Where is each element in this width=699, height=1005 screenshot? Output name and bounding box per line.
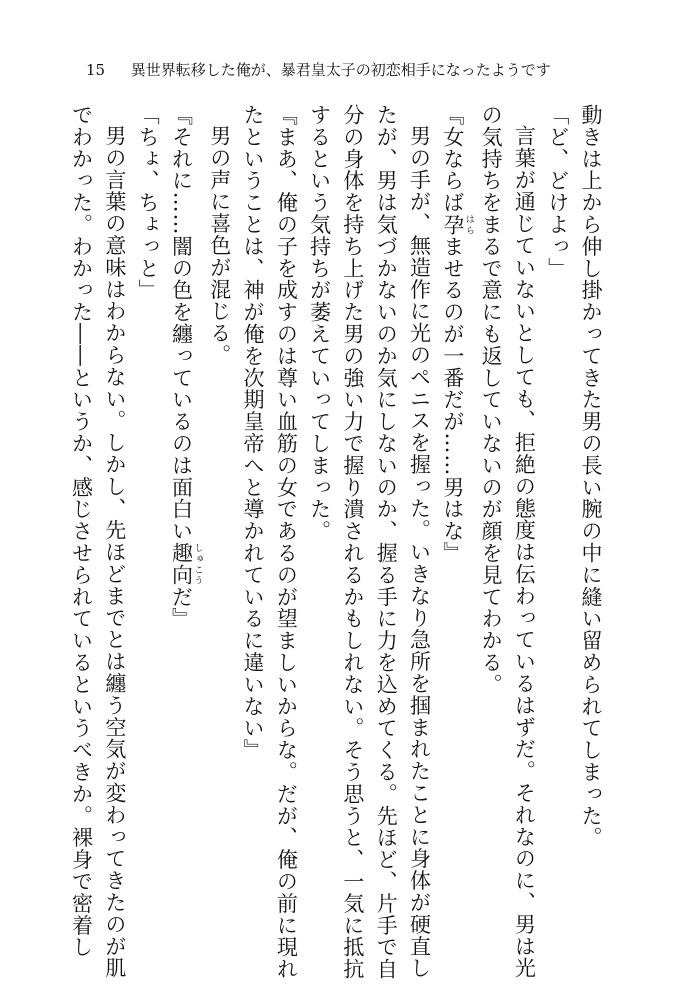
ruby-annotation [440,213,474,236]
ruby-annotation [169,542,203,586]
text-line: 言葉が通じていないとしても、拒絶の態度は伝わっているはずだ。それなのに、男は光 [512,125,537,980]
text-line: するという気持ちが萎えていってしまった。 [307,104,332,542]
ruby-reading: はら [463,213,474,236]
text-line: 男の手が、無造作に光のペニスを握った。いきなり急所を掴まれたことに身体が硬直し [407,125,432,980]
ruby-base: 趣向 [169,542,194,586]
text-line: でわかった。わかった――というか、感じさせられているというべきか。裸身で密着し [69,104,94,959]
text-line: 「ちょ、ちょっと」 [136,104,161,302]
text-line: 動きは上から伸し掛かってきた男の長い腕の中に縫い留められてしまった。 [579,104,603,849]
text-line [164,104,202,966]
text-line: の気持ちをまるで意にも返していないのが顔を見てわかる。 [479,104,504,696]
text-line: たということは、神が俺を次期皇帝へと導かれているに違いない』 [241,104,266,761]
text-line: 「ど、どけよっ」 [545,104,570,280]
text-segment: 『それに……闇の色を纏っているのは面白い [169,104,194,542]
page-number: 15 [86,61,106,79]
running-title: 異世界転移した俺が、暴君皇太子の初恋相手になったようです [130,61,551,79]
text-line [436,104,474,966]
text-line: 分の身体を持ち上げた男の強い力で握り潰されるかもしれない。そう思うと、一気に抵抗 [340,104,365,980]
text-line: たが、男は気づかないのか気にしないのか、握る手に力を込めてくる。先ほど、片手で自 [374,104,399,980]
text-line: 男の声に喜色が混じる。 [207,125,232,366]
ruby-base: 孕 [440,213,465,236]
text-segment: だ』 [169,585,194,630]
body-text [69,104,607,980]
text-segment: ませるのが一番だが……男はな』 [440,235,465,564]
text-line: 『まあ、俺の子を成すのは尊い血筋の女であるのが望ましいからな。だが、俺の前に現れ [274,104,299,980]
text-segment: 『女ならば [440,104,465,214]
running-header [86,60,646,82]
ruby-reading: しゅこう [192,542,203,586]
text-line: 男の言葉の意味はわからない。しかし、先ほどまでとは纏う空気が変わってきたのが肌 [102,125,127,980]
